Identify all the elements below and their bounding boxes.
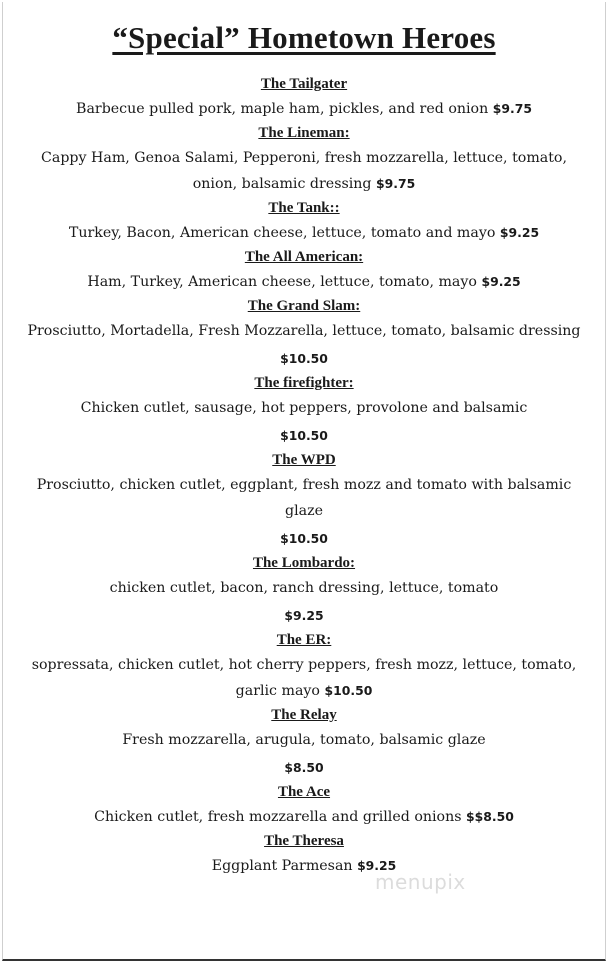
- item-price-line: [3, 753, 605, 781]
- item-description-text: Barbecue pulled pork, maple ham, pickles, and red onion: [76, 101, 489, 117]
- item-price-line: [3, 421, 605, 449]
- menu-page: [2, 2, 606, 961]
- item-price: $9.25: [284, 608, 324, 623]
- item-name: The Tailgater: [260, 76, 348, 92]
- item-description: [3, 395, 605, 421]
- item-description: [3, 318, 605, 344]
- item-name: The Lineman:: [258, 125, 350, 141]
- menu-item: [3, 295, 605, 372]
- item-price: $$8.50: [466, 809, 514, 824]
- item-name: The Theresa: [264, 833, 344, 849]
- menu-item: [3, 552, 605, 629]
- item-description-text: Fresh mozzarella, arugula, tomato, balsamic glaze: [122, 732, 486, 748]
- item-description: [3, 853, 605, 879]
- item-description-text: Eggplant Parmesan: [211, 858, 353, 874]
- item-description-text: Turkey, Bacon, American cheese, lettuce, tomato and mayo: [68, 225, 496, 241]
- item-description: [3, 96, 605, 122]
- menu-item: [3, 122, 605, 197]
- menu-item: [3, 246, 605, 295]
- item-description-text: sopressata, chicken cutlet, hot cherry peppers, fresh mozz, lettuce, tomato, garlic mayo: [31, 657, 577, 699]
- item-name: The Relay: [271, 707, 337, 723]
- item-description: [3, 220, 605, 246]
- item-price: $10.50: [280, 428, 328, 443]
- item-name: The ER:: [276, 632, 332, 648]
- menu-item: [3, 704, 605, 781]
- item-description: [3, 145, 605, 197]
- item-description-text: Prosciutto, chicken cutlet, eggplant, fresh mozz and tomato with balsamic glaze: [36, 477, 572, 519]
- menu-item: [3, 197, 605, 246]
- item-name: The firefighter:: [254, 375, 354, 391]
- item-description-text: Prosciutto, Mortadella, Fresh Mozzarella, lettuce, tomato, balsamic dressing: [27, 323, 581, 339]
- item-description: [3, 804, 605, 830]
- item-description-text: chicken cutlet, bacon, ranch dressing, lettuce, tomato: [109, 580, 499, 596]
- item-price: $9.75: [492, 101, 532, 116]
- menu-item: [3, 372, 605, 449]
- item-price: $10.50: [280, 351, 328, 366]
- item-description-text: Chicken cutlet, fresh mozzarella and grilled onions: [94, 809, 462, 825]
- item-price: $9.25: [499, 225, 540, 240]
- item-price: $9.75: [376, 176, 416, 191]
- item-price-line: [3, 601, 605, 629]
- item-name: The Grand Slam:: [247, 298, 361, 314]
- item-price: $9.25: [481, 274, 521, 289]
- menu-item: [3, 629, 605, 704]
- item-description: [3, 652, 605, 704]
- item-name: The Lombardo:: [252, 555, 356, 571]
- menu-title: “Special” Hometown Heroes: [112, 20, 496, 55]
- item-price-line: [3, 344, 605, 372]
- menu-item: [3, 781, 605, 830]
- item-description-text: Chicken cutlet, sausage, hot peppers, provolone and balsamic: [80, 400, 528, 416]
- item-description: [3, 269, 605, 295]
- item-description-text: Ham, Turkey, American cheese, lettuce, tomato, mayo: [87, 274, 477, 290]
- item-price: $9.25: [357, 858, 397, 873]
- item-description: [3, 472, 605, 524]
- menu-item: [3, 73, 605, 122]
- item-price-line: [3, 524, 605, 552]
- item-description-text: Cappy Ham, Genoa Salami, Pepperoni, fresh mozzarella, lettuce, tomato, onion, balsamic dressing: [41, 150, 567, 192]
- item-name: The Ace: [277, 784, 331, 800]
- item-price: $10.50: [324, 683, 373, 698]
- item-price: $10.50: [280, 531, 328, 546]
- item-name: The Tank::: [268, 200, 340, 216]
- item-name: The WPD: [272, 452, 336, 468]
- item-description: [3, 727, 605, 753]
- item-description: [3, 575, 605, 601]
- menu-list: [3, 73, 605, 879]
- item-name: The All American:: [244, 249, 364, 265]
- watermark: menupix: [375, 870, 466, 894]
- menu-item: [3, 449, 605, 552]
- menu-item: [3, 830, 605, 879]
- item-price: $8.50: [284, 760, 324, 775]
